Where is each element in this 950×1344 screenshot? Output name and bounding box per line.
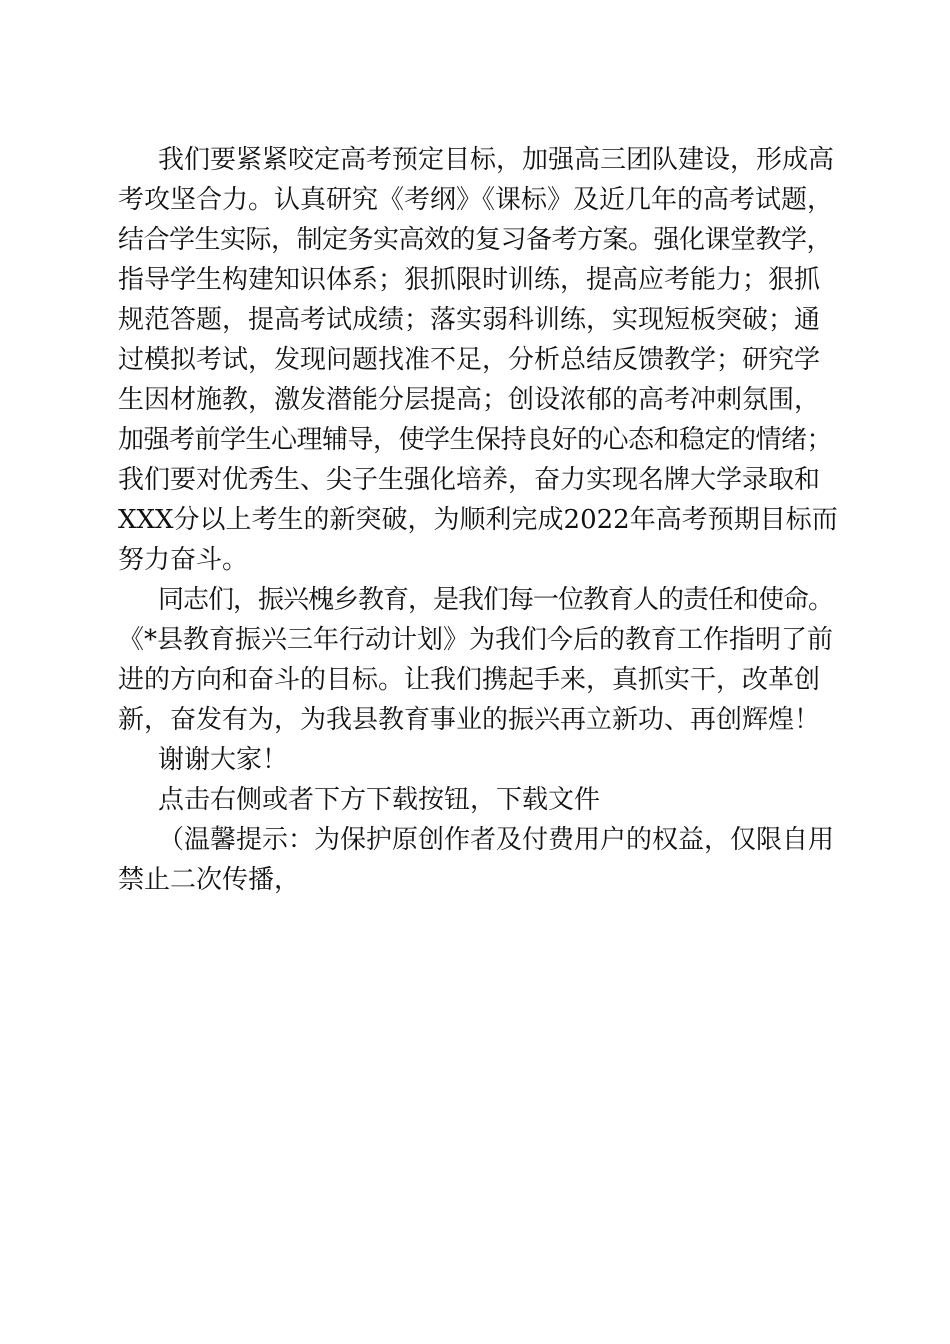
text-line: 我们要紧紧咬定高考预定目标，加强高三团队建设，形成高 xyxy=(158,145,835,175)
paragraph-reminder xyxy=(118,820,838,900)
text-line: 努力奋斗。 xyxy=(118,545,249,575)
paragraph-exam-goals xyxy=(118,140,838,580)
text-line: 进的方向和奋斗的目标。让我们携起手来，真抓实干，改革创 xyxy=(118,665,821,695)
text-line: 谢谢大家！ xyxy=(158,745,289,775)
text-line: 新，奋发有为，为我县教育事业的振兴再立新功、再创辉煌！ xyxy=(118,705,821,735)
text-line: 过模拟考试，发现问题找准不足，分析总结反馈教学；研究学 xyxy=(118,345,821,375)
text-line: 《*县教育振兴三年行动计划》为我们今后的教育工作指明了前 xyxy=(118,625,834,655)
text-line: 我们要对优秀生、尖子生强化培养，奋力实现名牌大学录取和 xyxy=(118,465,821,495)
paragraph-download-note xyxy=(118,780,838,820)
text-line: 点击右侧或者下方下载按钮，下载文件 xyxy=(158,785,601,815)
text-line: 结合学生实际，制定务实高效的复习备考方案。强化课堂教学， xyxy=(118,225,833,255)
text-line: 生因材施教，激发潜能分层提高；创设浓郁的高考冲刺氛围， xyxy=(118,385,821,415)
text-line: 禁止二次传播， xyxy=(118,865,301,895)
text-line: XXX分以上考生的新突破，为顺利完成2022年高考预期目标而 xyxy=(118,505,838,535)
document-body xyxy=(118,140,838,900)
text-line: 规范答题，提高考试成绩；落实弱科训练，实现短板突破；通 xyxy=(118,305,821,335)
text-line: 指导学生构建知识体系；狠抓限时训练，提高应考能力；狠抓 xyxy=(118,265,821,295)
paragraph-thanks xyxy=(118,740,838,780)
paragraph-comrades xyxy=(118,580,838,740)
text-line: 加强考前学生心理辅导，使学生保持良好的心态和稳定的情绪； xyxy=(118,425,833,455)
text-line: （温馨提示：为保护原创作者及付费用户的权益，仅限自用 xyxy=(158,825,835,855)
text-line: 同志们，振兴槐乡教育，是我们每一位教育人的责任和使命。 xyxy=(158,585,834,615)
text-line: 考攻坚合力。认真研究《考纲》《课标》及近几年的高考试题， xyxy=(118,185,834,215)
